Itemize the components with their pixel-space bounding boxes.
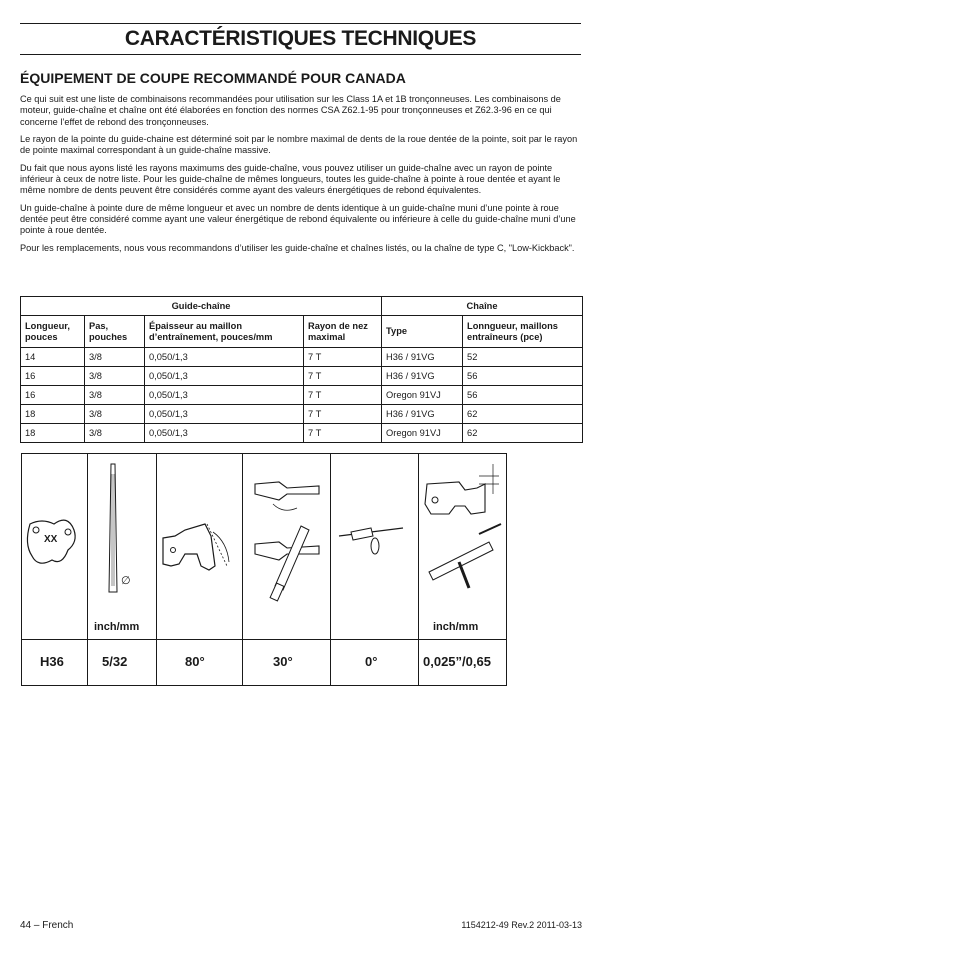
table-cell: 3/8 — [85, 424, 145, 443]
chain-type-value: H36 — [40, 654, 64, 669]
col-depth-gauge — [419, 454, 507, 685]
paragraph: Du fait que nous ayons listé les rayons maximums des guide-chaîne, vous pouvez utiliser un guide-chaîne avec un rayon de pointe inférieur à ceux de notre liste. Pour les guide-chaîne de mêmes longueurs, toutes les guide-chaîne à pointe à roue dentée et ayant le même nombre de dents peuvent être considérés comme ayant des valeurs énergétiques de rebond équivalentes. — [20, 162, 561, 196]
table-cell: 62 — [463, 424, 583, 443]
table-cell: 18 — [21, 405, 85, 424]
table-cell: 3/8 — [85, 386, 145, 405]
table-cell: H36 / 91VG — [382, 367, 463, 386]
table-cell: H36 / 91VG — [382, 405, 463, 424]
body-text — [20, 94, 585, 260]
page-number: 44 – French — [20, 920, 74, 931]
column-header: Rayon de nez maximal — [304, 316, 382, 348]
table-cell: 0,050/1,3 — [145, 386, 304, 405]
table-cell: 3/8 — [85, 405, 145, 424]
column-header: Pas, pouches — [85, 316, 145, 348]
top-plate-angle-value: 80° — [185, 654, 205, 669]
file-holder-icon — [331, 454, 419, 639]
group-header-chain: Chaîne — [382, 297, 583, 316]
table-cell: 0,050/1,3 — [145, 424, 304, 443]
table-cell: 0,050/1,3 — [145, 405, 304, 424]
column-header: Longueur, pouces — [21, 316, 85, 348]
table-cell: 16 — [21, 367, 85, 386]
table-row — [21, 386, 583, 405]
table-cell: 56 — [463, 386, 583, 405]
document-reference: 1154212-49 Rev.2 2011-03-13 — [461, 920, 582, 930]
chain-link-marking: XX — [44, 534, 58, 545]
table-cell: 62 — [463, 405, 583, 424]
depth-gauge-value: 0,025”/0,65 — [423, 654, 491, 669]
table-cell: 0,050/1,3 — [145, 348, 304, 367]
file-unit-label: inch/mm — [94, 621, 140, 633]
paragraph: Le rayon de la pointe du guide-chaine est déterminé soit par le nombre maximal de dents de la roue dentée de la pointe, soit par le rayon de pointe maximal correspondant à un guide-chaîne massive. — [20, 134, 578, 156]
table-cell: 7 T — [304, 348, 382, 367]
table-cell: H36 / 91VG — [382, 348, 463, 367]
chain-link-icon — [22, 454, 88, 639]
table-cell: 3/8 — [85, 367, 145, 386]
column-header: Épaisseur au maillon d’entraînement, pouces/mm — [145, 316, 304, 348]
depth-gauge-icon — [419, 454, 507, 639]
col-top-plate-angle — [157, 454, 243, 685]
table-cell: 7 T — [304, 386, 382, 405]
paragraph: Un guide-chaîne à pointe dure de même longueur et avec un nombre de dents identique à un guide-chaîne muni d’une pointe à roue dentée peut être considéré comme ayant une valeur énergétique de rebond équivalente ou inférieure à celle du guide-chaîne muni d’une pointe à roue dentée. — [20, 202, 576, 236]
col-file-diameter — [88, 454, 157, 685]
table-row — [21, 367, 583, 386]
table-cell: 0,050/1,3 — [145, 367, 304, 386]
paragraph: Ce qui suit est une liste de combinaisons recommandées pour utilisation sur les Class 1A et 1B tronçonneuses. Les combinaisons de moteur, guide-chaîne et chaîne ont été élaborées en fonction des normes CSA Z62.1-95 pour tronçonneuses et Z62.3-96 en ce qui concerne l’effet de rebond des tronçonneuses. — [20, 94, 561, 127]
column-header: Lonngueur, maillons entraîneurs (pce) — [463, 316, 583, 348]
table-row — [21, 424, 583, 443]
file-diameter-value: 5/32 — [102, 654, 128, 669]
table-cell: 7 T — [304, 367, 382, 386]
col-file-holder-angle — [331, 454, 419, 685]
table-cell: Oregon 91VJ — [382, 386, 463, 405]
column-header: Type — [382, 316, 463, 348]
table-cell: 52 — [463, 348, 583, 367]
col-chain-type — [22, 454, 88, 685]
section-heading: ÉQUIPEMENT DE COUPE RECOMMANDÉ POUR CANADA — [20, 70, 406, 86]
table-group-header-row — [21, 297, 583, 316]
table-row — [21, 405, 583, 424]
sharpening-spec-grid — [21, 453, 507, 686]
table-cell: 14 — [21, 348, 85, 367]
diameter-icon: ∅ — [121, 575, 131, 587]
round-file-icon — [88, 454, 157, 639]
table-cell: Oregon 91VJ — [382, 424, 463, 443]
table-cell: 56 — [463, 367, 583, 386]
file-holder-angle-value: 0° — [365, 654, 378, 669]
col-filing-angle — [243, 454, 331, 685]
page-title: CARACTÉRISTIQUES TECHNIQUES — [20, 23, 581, 55]
filing-angle-icon — [243, 454, 331, 639]
table-cell: 18 — [21, 424, 85, 443]
group-header-bar: Guide-chaîne — [21, 297, 382, 316]
table-cell: 7 T — [304, 405, 382, 424]
depth-unit-label: inch/mm — [433, 621, 479, 633]
table-cell: 7 T — [304, 424, 382, 443]
table-cell: 16 — [21, 386, 85, 405]
table-row — [21, 348, 583, 367]
paragraph: Pour les remplacements, nous vous recommandons d’utiliser les guide-chaîne et chaînes listés, ou la chaîne de type C, "Low-Kickback". — [20, 242, 575, 253]
table-header-row — [21, 316, 583, 348]
filing-angle-value: 30° — [273, 654, 293, 669]
cutter-angle-icon — [157, 454, 243, 639]
table-cell: 3/8 — [85, 348, 145, 367]
bar-chain-table — [20, 296, 583, 443]
